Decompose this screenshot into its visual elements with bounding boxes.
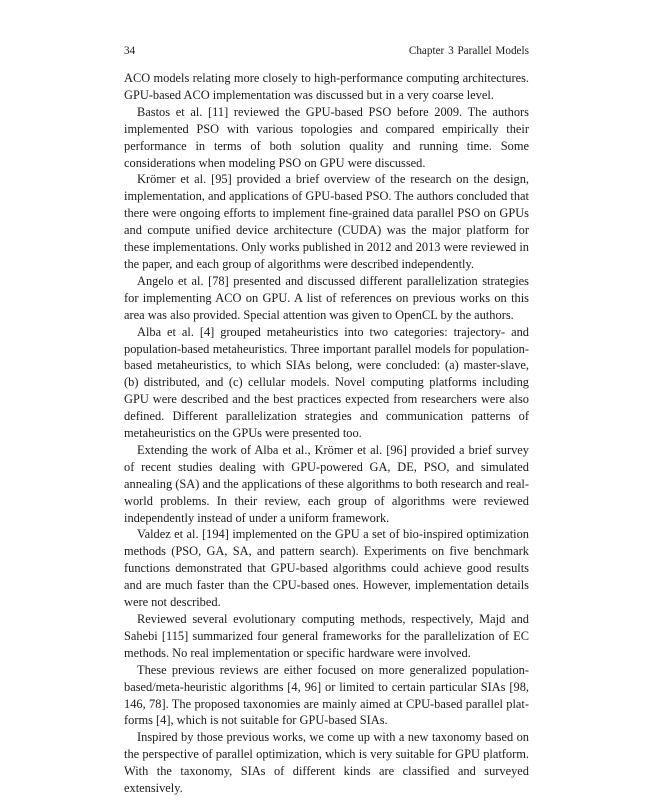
paragraph-new-taxonomy: Inspired by those previous works, we come up with a new taxonomy based on the perspective of parallel optimization, which is very suitable for GPU platform. With the taxonomy, SIAs of different kinds are classified and surveyed extensively.	[124, 730, 529, 796]
paragraph-angelo: Angelo et al. [78] presented and discussed different parallelization strategies for implementing ACO on GPU. A list of references on previous works on this area was also provided. Special attention was given to OpenCL by the authors.	[124, 273, 529, 322]
paragraph-kromer-95: Krömer et al. [95] provided a brief overview of the research on the design, implementation, and applications of GPU-based PSO. The authors concluded that there were ongoing efforts to implement fine-grained data parallel PSO on GPUs and compute unified device architecture (CUDA) was the major platform for these implementations. Only works published in 2012 and 2013 were reviewed in the paper, and each group of algorithms were described independently.	[124, 172, 529, 271]
paragraph-aco-continuation: ACO models relating more closely to high-performance computing architectures. GPU-based ACO implementation was discussed but in a very coarse level.	[124, 71, 529, 102]
page-number: 34	[124, 45, 136, 57]
paragraph-bastos: Bastos et al. [11] reviewed the GPU-based PSO before 2009. The authors implemented PSO with various topologies and compared empirically their performance in terms of both solution quality and running time. Some considerations when modeling PSO on GPU were discussed.	[124, 104, 529, 170]
paragraph-majd-sahebi: Reviewed several evolutionary computing methods, respectively, Majd and Sahebi [115] summarized four general frameworks for the parallelization of EC methods. No real implementation or specific hardware were involved.	[124, 612, 529, 660]
chapter-title: Chapter 3 Parallel Models	[408, 45, 529, 57]
running-head	[124, 44, 529, 58]
paragraph-alba: Alba et al. [4] grouped metaheuristics into two categories: trajectory- and population-based metaheuristics. Three important parallel models for population-based metaheuristics, to which SIAs belong, were concluded: (a) master-slave, (b) distributed, and (c) cellular models. Novel computing platforms including GPU were described and the best practices expected from researchers were also defined. Different parallelization strategies and communication patterns of metaheuristics on the GPUs were presented too.	[124, 324, 529, 441]
paragraph-previous-reviews: These previous reviews are either focused on more generalized population-based/meta-heuristic algorithms [4, 96] or limited to certain particular SIAs [98, 146, 78]. The proposed taxonomies are mainly aimed at CPU-based parallel platforms [4], which is not suitable for GPU-based SIAs.	[124, 662, 529, 728]
book-page	[124, 44, 529, 797]
paragraph-valdez: Valdez et al. [194] implemented on the GPU a set of bio-inspired optimization methods (PSO, GA, SA, and pattern search). Experiments on five benchmark functions demonstrated that GPU-based algorithms could achieve good results and are much faster than the CPU-based ones. However, implementation details were not described.	[124, 527, 529, 610]
paragraph-kromer-96: Extending the work of Alba et al., Krömer et al. [96] provided a brief survey of recent studies dealing with GPU-powered GA, DE, PSO, and simulated annealing (SA) and the applications of these algorithms to both research and real-world problems. In their review, each group of algorithms were reviewed independently instead of under a uniform framework.	[124, 442, 529, 525]
body-text	[124, 70, 529, 797]
